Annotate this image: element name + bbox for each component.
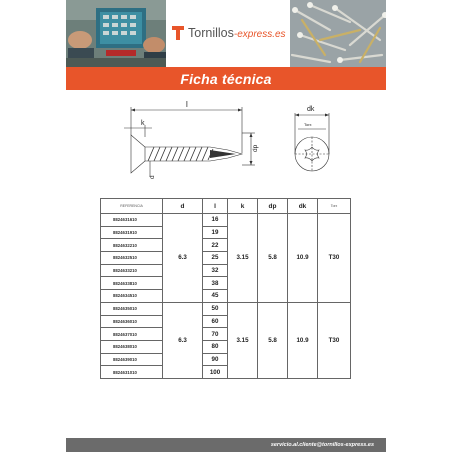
brand-name bbox=[188, 26, 286, 40]
header-photo-tools bbox=[66, 0, 166, 67]
length-cell: 90 bbox=[203, 353, 228, 366]
col-header-torx: Torx bbox=[318, 199, 351, 214]
length-cell: 22 bbox=[203, 239, 228, 252]
brand-name-accent: -express.es bbox=[233, 29, 286, 40]
col-header-dp: dp bbox=[258, 199, 288, 214]
ref-cell: 8824633810 bbox=[101, 277, 163, 290]
length-cell: 70 bbox=[203, 328, 228, 341]
dim-label-d: d bbox=[149, 175, 156, 179]
ref-cell: 8824632510 bbox=[101, 252, 163, 265]
table-row bbox=[101, 214, 351, 227]
col-header-ref: REFERENCIA bbox=[101, 199, 163, 214]
dim-label-l: l bbox=[186, 100, 188, 109]
group2-torx-cell: T30 bbox=[318, 302, 351, 378]
ref-cell: 8824632210 bbox=[101, 239, 163, 252]
col-header-l: l bbox=[203, 199, 228, 214]
ref-cell: 8824637010 bbox=[101, 328, 163, 341]
ref-cell: 8824636010 bbox=[101, 315, 163, 328]
brand-name-main: Tornillos bbox=[188, 26, 234, 40]
group1-d-cell: 6.3 bbox=[163, 214, 203, 303]
ref-cell: 8824631010 bbox=[101, 366, 163, 379]
col-header-dk: dk bbox=[288, 199, 318, 214]
group2-dk-cell: 10.9 bbox=[288, 302, 318, 378]
screw-technical-drawing bbox=[110, 95, 350, 190]
dim-label-torx: Torx bbox=[304, 122, 312, 127]
group2-d-cell: 6.3 bbox=[163, 302, 203, 378]
group1-dk-cell: 10.9 bbox=[288, 214, 318, 303]
length-cell: 32 bbox=[203, 264, 228, 277]
group2-k-cell: 3.15 bbox=[228, 302, 258, 378]
page-title: Ficha técnica bbox=[66, 67, 386, 90]
group1-torx-cell: T30 bbox=[318, 214, 351, 303]
ref-cell: 8824638010 bbox=[101, 340, 163, 353]
length-cell: 45 bbox=[203, 290, 228, 303]
dim-label-dk: dk bbox=[307, 106, 315, 113]
length-cell: 50 bbox=[203, 302, 228, 315]
ref-cell: 8824639010 bbox=[101, 353, 163, 366]
spec-table bbox=[100, 198, 350, 379]
header-photo-screws bbox=[290, 0, 386, 67]
brand-block bbox=[166, 0, 290, 67]
col-header-k: k bbox=[228, 199, 258, 214]
brand-logo-icon bbox=[172, 26, 184, 40]
length-cell: 38 bbox=[203, 277, 228, 290]
ref-cell: 8824631910 bbox=[101, 226, 163, 239]
ref-cell: 8824635010 bbox=[101, 302, 163, 315]
dim-label-dp: dp bbox=[252, 144, 259, 152]
length-cell: 16 bbox=[203, 214, 228, 227]
ref-cell: 8824633210 bbox=[101, 264, 163, 277]
footer-bar bbox=[66, 438, 386, 452]
table-row bbox=[101, 302, 351, 315]
footer-email-link[interactable]: servicio.al.cliente@tornillos-express.es bbox=[270, 442, 374, 448]
group2-dp-cell: 5.8 bbox=[258, 302, 288, 378]
length-cell: 100 bbox=[203, 366, 228, 379]
length-cell: 19 bbox=[203, 226, 228, 239]
ref-cell: 8824631610 bbox=[101, 214, 163, 227]
ref-cell: 8824634510 bbox=[101, 290, 163, 303]
dim-label-k: k bbox=[141, 120, 145, 127]
table-header-row bbox=[101, 199, 351, 214]
length-cell: 25 bbox=[203, 252, 228, 265]
col-header-d: d bbox=[163, 199, 203, 214]
length-cell: 80 bbox=[203, 340, 228, 353]
group1-k-cell: 3.15 bbox=[228, 214, 258, 303]
length-cell: 60 bbox=[203, 315, 228, 328]
group1-dp-cell: 5.8 bbox=[258, 214, 288, 303]
